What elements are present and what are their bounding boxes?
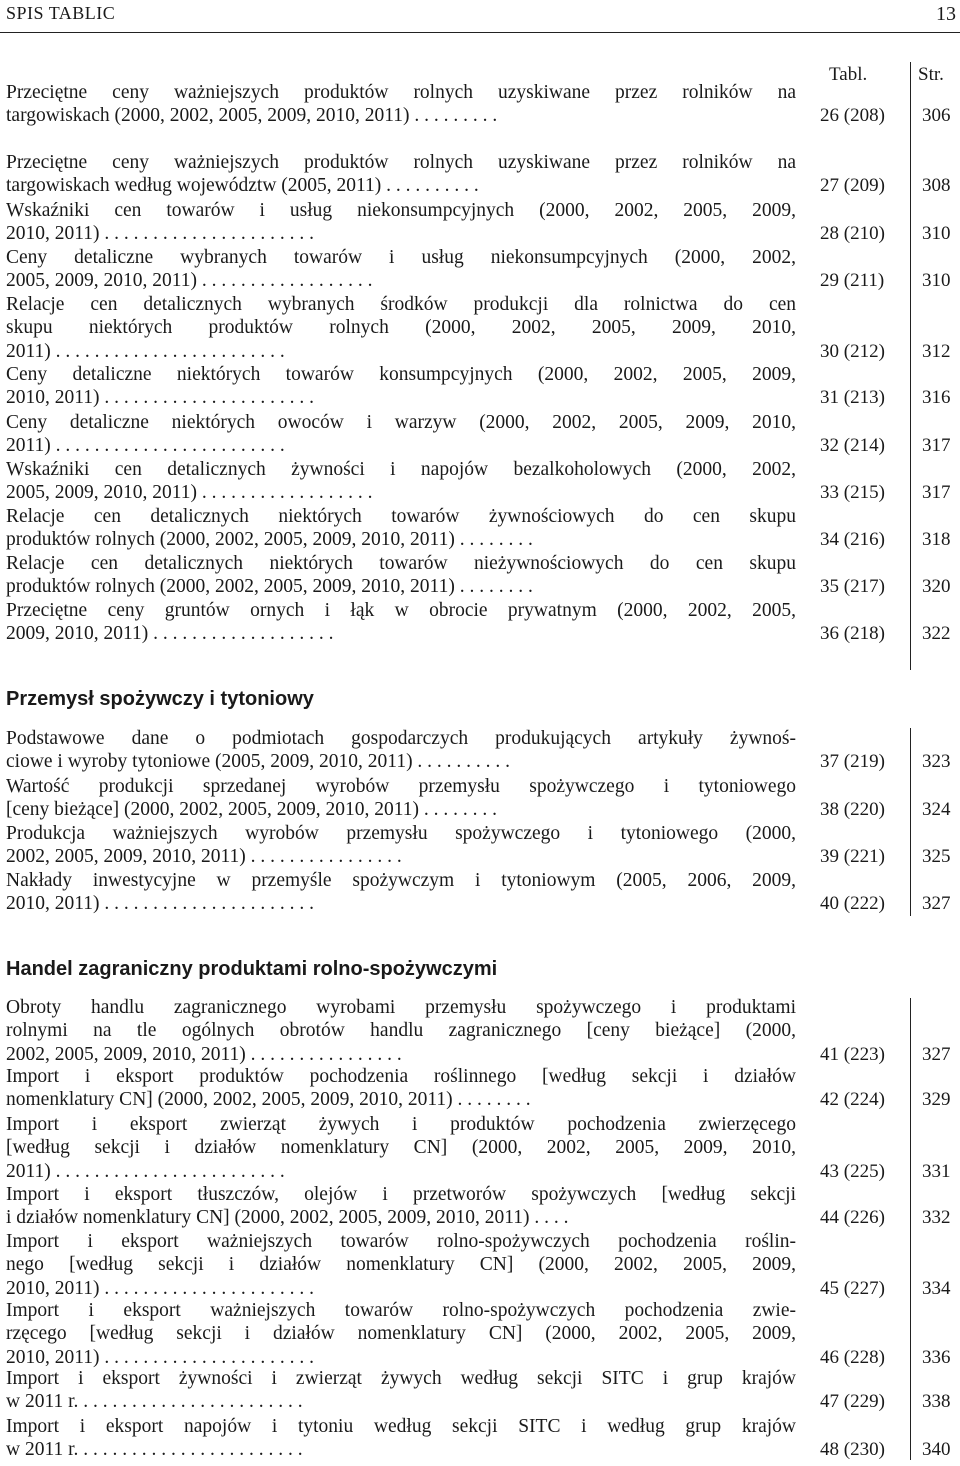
page-number: 13	[936, 3, 956, 25]
table-number: 48 (230)	[820, 1439, 885, 1461]
page-ref: 310	[922, 223, 951, 245]
entry-title-line: nomenklatury CN] (2000, 2002, 2005, 2009, 2010, 2011) . . . . . . . .	[6, 1089, 531, 1111]
page-ref: 327	[922, 893, 951, 915]
entry-title-line: [według sekcji i działów nomenklatury CN] (2000, 2002, 2005, 2009, 2010,	[6, 1137, 796, 1159]
table-number: 40 (222)	[820, 893, 885, 915]
entry-title-line: 2011) . . . . . . . . . . . . . . . . . . . . . . . .	[6, 340, 285, 362]
entry-title-line: Wskaźniki cen detalicznych żywności i napojów bezalkoholowych (2000, 2002,	[6, 459, 796, 480]
page-ref: 312	[922, 340, 951, 362]
entry-title-line: Import i eksport zwierząt żywych i produktów pochodzenia zwierzęcego	[6, 1114, 796, 1135]
entry-title-line: Przeciętne ceny ważniejszych produktów rolnych uzyskiwane przez rolników na	[6, 82, 796, 103]
entry-title-line: 2005, 2009, 2010, 2011) . . . . . . . . . . . . . . . . . .	[6, 270, 373, 292]
page-ref: 316	[922, 387, 951, 409]
entry-title-line: 2009, 2010, 2011) . . . . . . . . . . . . . . . . . . .	[6, 623, 334, 645]
table-number: 28 (210)	[820, 223, 885, 245]
entry-title-line: skupu niektórych produktów rolnych (2000, 2002, 2005, 2009, 2010,	[6, 317, 796, 339]
page-ref: 334	[922, 1277, 951, 1299]
header-rule	[0, 32, 960, 33]
table-number: 46 (228)	[820, 1346, 885, 1368]
entry-title-line: w 2011 r. . . . . . . . . . . . . . . . . . . . . . . .	[6, 1439, 303, 1461]
entry-title-line: Import i eksport produktów pochodzenia roślinnego [według sekcji i działów	[6, 1066, 796, 1087]
table-number: 44 (226)	[820, 1207, 885, 1229]
table-number: 26 (208)	[820, 105, 885, 127]
header-title: SPIS TABLIC	[6, 3, 116, 23]
entry-title-line: 2010, 2011) . . . . . . . . . . . . . . . . . . . . . .	[6, 893, 315, 915]
section-title: Handel zagraniczny produktami rolno-spożywczymi	[6, 958, 498, 980]
entry-title-line: targowiskach według województw (2005, 2011) . . . . . . . . . .	[6, 175, 479, 197]
column-divider	[910, 728, 911, 916]
page-header	[0, 0, 960, 40]
table-number: 35 (217)	[820, 576, 885, 598]
entry-title-line: [ceny bieżące] (2000, 2002, 2005, 2009, 2010, 2011) . . . . . . . .	[6, 799, 498, 821]
entry-title-line: 2010, 2011) . . . . . . . . . . . . . . . . . . . . . .	[6, 1346, 315, 1368]
table-number: 36 (218)	[820, 623, 885, 645]
entry-title-line: targowiskach (2000, 2002, 2005, 2009, 2010, 2011) . . . . . . . . .	[6, 105, 498, 127]
table-number: 31 (213)	[820, 387, 885, 409]
entry-title-line: Relacje cen detalicznych niektórych towarów żywnościowych do cen skupu	[6, 506, 796, 527]
entry-title-line: 2002, 2005, 2009, 2010, 2011) . . . . . . . . . . . . . . . .	[6, 846, 402, 868]
page-ref: 323	[922, 751, 951, 773]
table-number: 30 (212)	[820, 340, 885, 362]
page-ref: 325	[922, 846, 951, 868]
table-number: 33 (215)	[820, 482, 885, 504]
entry-title-line: w 2011 r. . . . . . . . . . . . . . . . . . . . . . . .	[6, 1391, 303, 1413]
page-ref: 331	[922, 1160, 951, 1182]
entry-title-line: rolnymi na tle ogólnych obrotów handlu zagranicznego [ceny bieżące] (2000,	[6, 1020, 796, 1042]
table-number: 42 (224)	[820, 1089, 885, 1111]
entry-title-line: 2010, 2011) . . . . . . . . . . . . . . . . . . . . . .	[6, 1277, 315, 1299]
entry-title-line: Import i eksport tłuszczów, olejów i przetworów spożywczych [według sekcji	[6, 1184, 796, 1205]
page-ref: 322	[922, 623, 951, 645]
column-header-tabl: Tabl.	[829, 64, 868, 85]
table-number: 38 (220)	[820, 799, 885, 821]
entry-title-line: ciowe i wyroby tytoniowe (2005, 2009, 2010, 2011) . . . . . . . . . .	[6, 751, 511, 773]
entry-title-line: Relacje cen detalicznych wybranych środków produkcji dla rolnictwa do cen	[6, 294, 796, 315]
entry-title-line: 2010, 2011) . . . . . . . . . . . . . . . . . . . . . .	[6, 223, 315, 245]
table-number: 43 (225)	[820, 1160, 885, 1182]
page-ref: 327	[922, 1043, 951, 1065]
entry-title-line: Ceny detaliczne niektórych owoców i warzyw (2000, 2002, 2005, 2009, 2010,	[6, 412, 796, 433]
table-number: 34 (216)	[820, 529, 885, 551]
entry-title-line: Ceny detaliczne wybranych towarów i usług niekonsumpcyjnych (2000, 2002,	[6, 247, 796, 268]
entry-title-line: Przeciętne ceny ważniejszych produktów rolnych uzyskiwane przez rolników na	[6, 152, 796, 173]
entry-title-line: 2011) . . . . . . . . . . . . . . . . . . . . . . . .	[6, 1160, 285, 1182]
entry-title-line: Relacje cen detalicznych niektórych towarów nieżywnościowych do cen skupu	[6, 553, 796, 574]
page-ref: 308	[922, 175, 951, 197]
entry-title-line: Nakłady inwestycyjne w przemyśle spożywczym i tytoniowym (2005, 2006, 2009,	[6, 870, 796, 891]
entry-title-line: 2002, 2005, 2009, 2010, 2011) . . . . . . . . . . . . . . . .	[6, 1043, 402, 1065]
page-ref: 338	[922, 1391, 951, 1413]
page-ref: 324	[922, 799, 951, 821]
table-number: 29 (211)	[820, 270, 885, 292]
entry-title-line: Produkcja ważniejszych wyrobów przemysłu spożywczego i tytoniowego (2000,	[6, 823, 796, 844]
table-number: 32 (214)	[820, 435, 885, 457]
entry-title-line: Wskaźniki cen towarów i usług niekonsumpcyjnych (2000, 2002, 2005, 2009,	[6, 200, 796, 221]
page-ref: 340	[922, 1439, 951, 1461]
table-number: 41 (223)	[820, 1043, 885, 1065]
entry-title-line: rzęcego [według sekcji i działów nomenklatury CN] (2000, 2002, 2005, 2009,	[6, 1323, 796, 1345]
entry-title-line: nego [według sekcji i działów nomenklatury CN] (2000, 2002, 2005, 2009,	[6, 1254, 796, 1276]
page-ref: 336	[922, 1346, 951, 1368]
entry-title-line: Import i eksport ważniejszych towarów rolno-spożywczych pochodzenia zwie-	[6, 1300, 796, 1321]
table-number: 47 (229)	[820, 1391, 885, 1413]
column-header-str: Str.	[918, 64, 944, 85]
entry-title-line: produktów rolnych (2000, 2002, 2005, 2009, 2010, 2011) . . . . . . . .	[6, 529, 533, 551]
entry-title-line: produktów rolnych (2000, 2002, 2005, 2009, 2010, 2011) . . . . . . . .	[6, 576, 533, 598]
entry-title-line: Import i eksport napojów i tytoniu według sekcji SITC i według grup krajów	[6, 1416, 796, 1437]
entry-title-line: Wartość produkcji sprzedanej wyrobów przemysłu spożywczego i tytoniowego	[6, 776, 796, 797]
entry-title-line: Import i eksport ważniejszych towarów rolno-spożywczych pochodzenia roślin-	[6, 1231, 796, 1252]
entry-title-line: 2011) . . . . . . . . . . . . . . . . . . . . . . . .	[6, 435, 285, 457]
page-ref: 318	[922, 529, 951, 551]
entry-title-line: Przeciętne ceny gruntów ornych i łąk w obrocie prywatnym (2000, 2002, 2005,	[6, 600, 796, 621]
table-number: 39 (221)	[820, 846, 885, 868]
table-number: 27 (209)	[820, 175, 885, 197]
table-number: 37 (219)	[820, 751, 885, 773]
page-ref: 320	[922, 576, 951, 598]
page-ref: 317	[922, 482, 951, 504]
entry-title-line: i działów nomenklatury CN] (2000, 2002, 2005, 2009, 2010, 2011) . . . .	[6, 1207, 569, 1229]
section-title: Przemysł spożywczy i tytoniowy	[6, 688, 314, 710]
page-ref: 306	[922, 105, 951, 127]
page-ref: 332	[922, 1207, 951, 1229]
entry-title-line: Import i eksport żywności i zwierząt żywych według sekcji SITC i grup krajów	[6, 1368, 796, 1389]
page-ref: 310	[922, 270, 951, 292]
column-divider	[910, 62, 911, 670]
page-ref: 317	[922, 435, 951, 457]
page-ref: 329	[922, 1089, 951, 1111]
table-number: 45 (227)	[820, 1277, 885, 1299]
entry-title-line: 2005, 2009, 2010, 2011) . . . . . . . . . . . . . . . . . .	[6, 482, 373, 504]
entry-title-line: 2010, 2011) . . . . . . . . . . . . . . . . . . . . . .	[6, 387, 315, 409]
entry-title-line: Obroty handlu zagranicznego wyrobami przemysłu spożywczego i produktami	[6, 997, 796, 1018]
entry-title-line: Ceny detaliczne niektórych towarów konsumpcyjnych (2000, 2002, 2005, 2009,	[6, 364, 796, 385]
column-divider	[910, 998, 911, 1460]
entry-title-line: Podstawowe dane o podmiotach gospodarczych produkujących artykuły żywnoś-	[6, 728, 796, 749]
